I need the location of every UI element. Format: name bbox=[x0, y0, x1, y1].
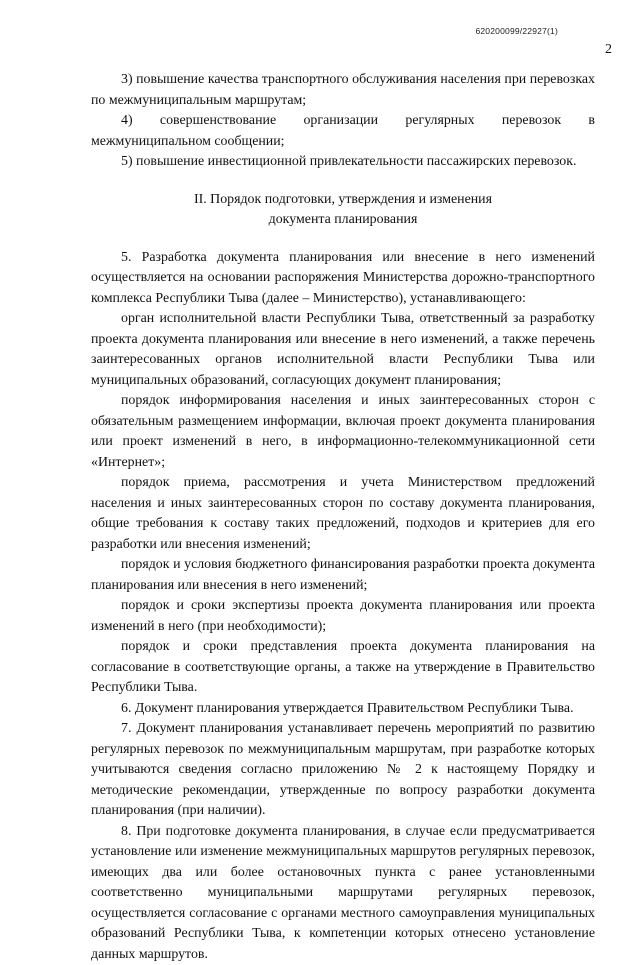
intro-item-5: 5) повышение инвестиционной привлекательности пассажирских перевозок. bbox=[91, 152, 595, 173]
page-number: 2 bbox=[605, 42, 612, 58]
paragraph-7: 7. Документ планирования устанавливает перечень мероприятий по развитию регулярных перевозок по межмуниципальным маршрутам, при разработке которых учитываются сведения согласно приложению № 2 к настоящему Порядку и методические рекомендации, утвержденные по вопросу разработки документа планирования (при наличии). bbox=[91, 719, 595, 822]
intro-item-3: 3) повышение качества транспортного обслуживания населения при перевозках по межмуниципальным маршрутам; bbox=[91, 70, 595, 111]
paragraph-5-item-informing: порядок информирования населения и иных заинтересованных сторон с обязательным размещением информации, включая проект документа планирования или проект изменений в него, в информационно-телекоммуникационной сети «Интернет»; bbox=[91, 391, 595, 473]
section-title-line-2: документа планирования bbox=[91, 210, 595, 231]
paragraph-5-item-financing: порядок и условия бюджетного финансирования разработки проекта документа планирования или внесения в него изменений; bbox=[91, 555, 595, 596]
document-id: 620200099/22927(1) bbox=[475, 26, 558, 36]
paragraph-5-item-responsible-body: орган исполнительной власти Республики Тыва, ответственный за разработку проекта документа планирования или внесение в него изменений, а также перечень заинтересованных органов исполнительной власти Республики Тыва или муниципальных образований, согласующих документ планирования; bbox=[91, 309, 595, 391]
paragraph-5-item-proposals: порядок приема, рассмотрения и учета Министерством предложений населения и иных заинтересованных сторон по составу документа планирования, общие требования к составу таких предложений, подходов и критериев для его разработки или внесения изменений; bbox=[91, 473, 595, 555]
paragraph-5-item-approval: порядок и сроки представления проекта документа планирования на согласование в соответствующие органы, а также на утверждение в Правительство Республики Тыва. bbox=[91, 637, 595, 699]
paragraph-5-item-expertise: порядок и сроки экспертизы проекта документа планирования или проекта изменений в него (при необходимости); bbox=[91, 596, 595, 637]
document-body bbox=[91, 70, 595, 965]
intro-item-4: 4) совершенствование организации регулярных перевозок в межмуниципальном сообщении; bbox=[91, 111, 595, 152]
section-title-line-1: II. Порядок подготовки, утверждения и изменения bbox=[91, 190, 595, 211]
paragraph-8: 8. При подготовке документа планирования, в случае если предусматривается установление или изменение межмуниципальных маршрутов регулярных перевозок, имеющих два или более остановочных пункта с ранее установленными соответственно муниципальными маршрутами регулярных перевозок, осуществляется согласование с органами местного самоуправления муниципальных образований Республики Тыва, к компетенции которых отнесено установление данных маршрутов. bbox=[91, 822, 595, 965]
paragraph-6: 6. Документ планирования утверждается Правительством Республики Тыва. bbox=[91, 699, 595, 720]
section-heading bbox=[91, 190, 595, 231]
paragraph-5: 5. Разработка документа планирования или внесение в него изменений осуществляется на основании распоряжения Министерства дорожно-транспортного комплекса Республики Тыва (далее – Министерство), устанавливающего: bbox=[91, 248, 595, 310]
